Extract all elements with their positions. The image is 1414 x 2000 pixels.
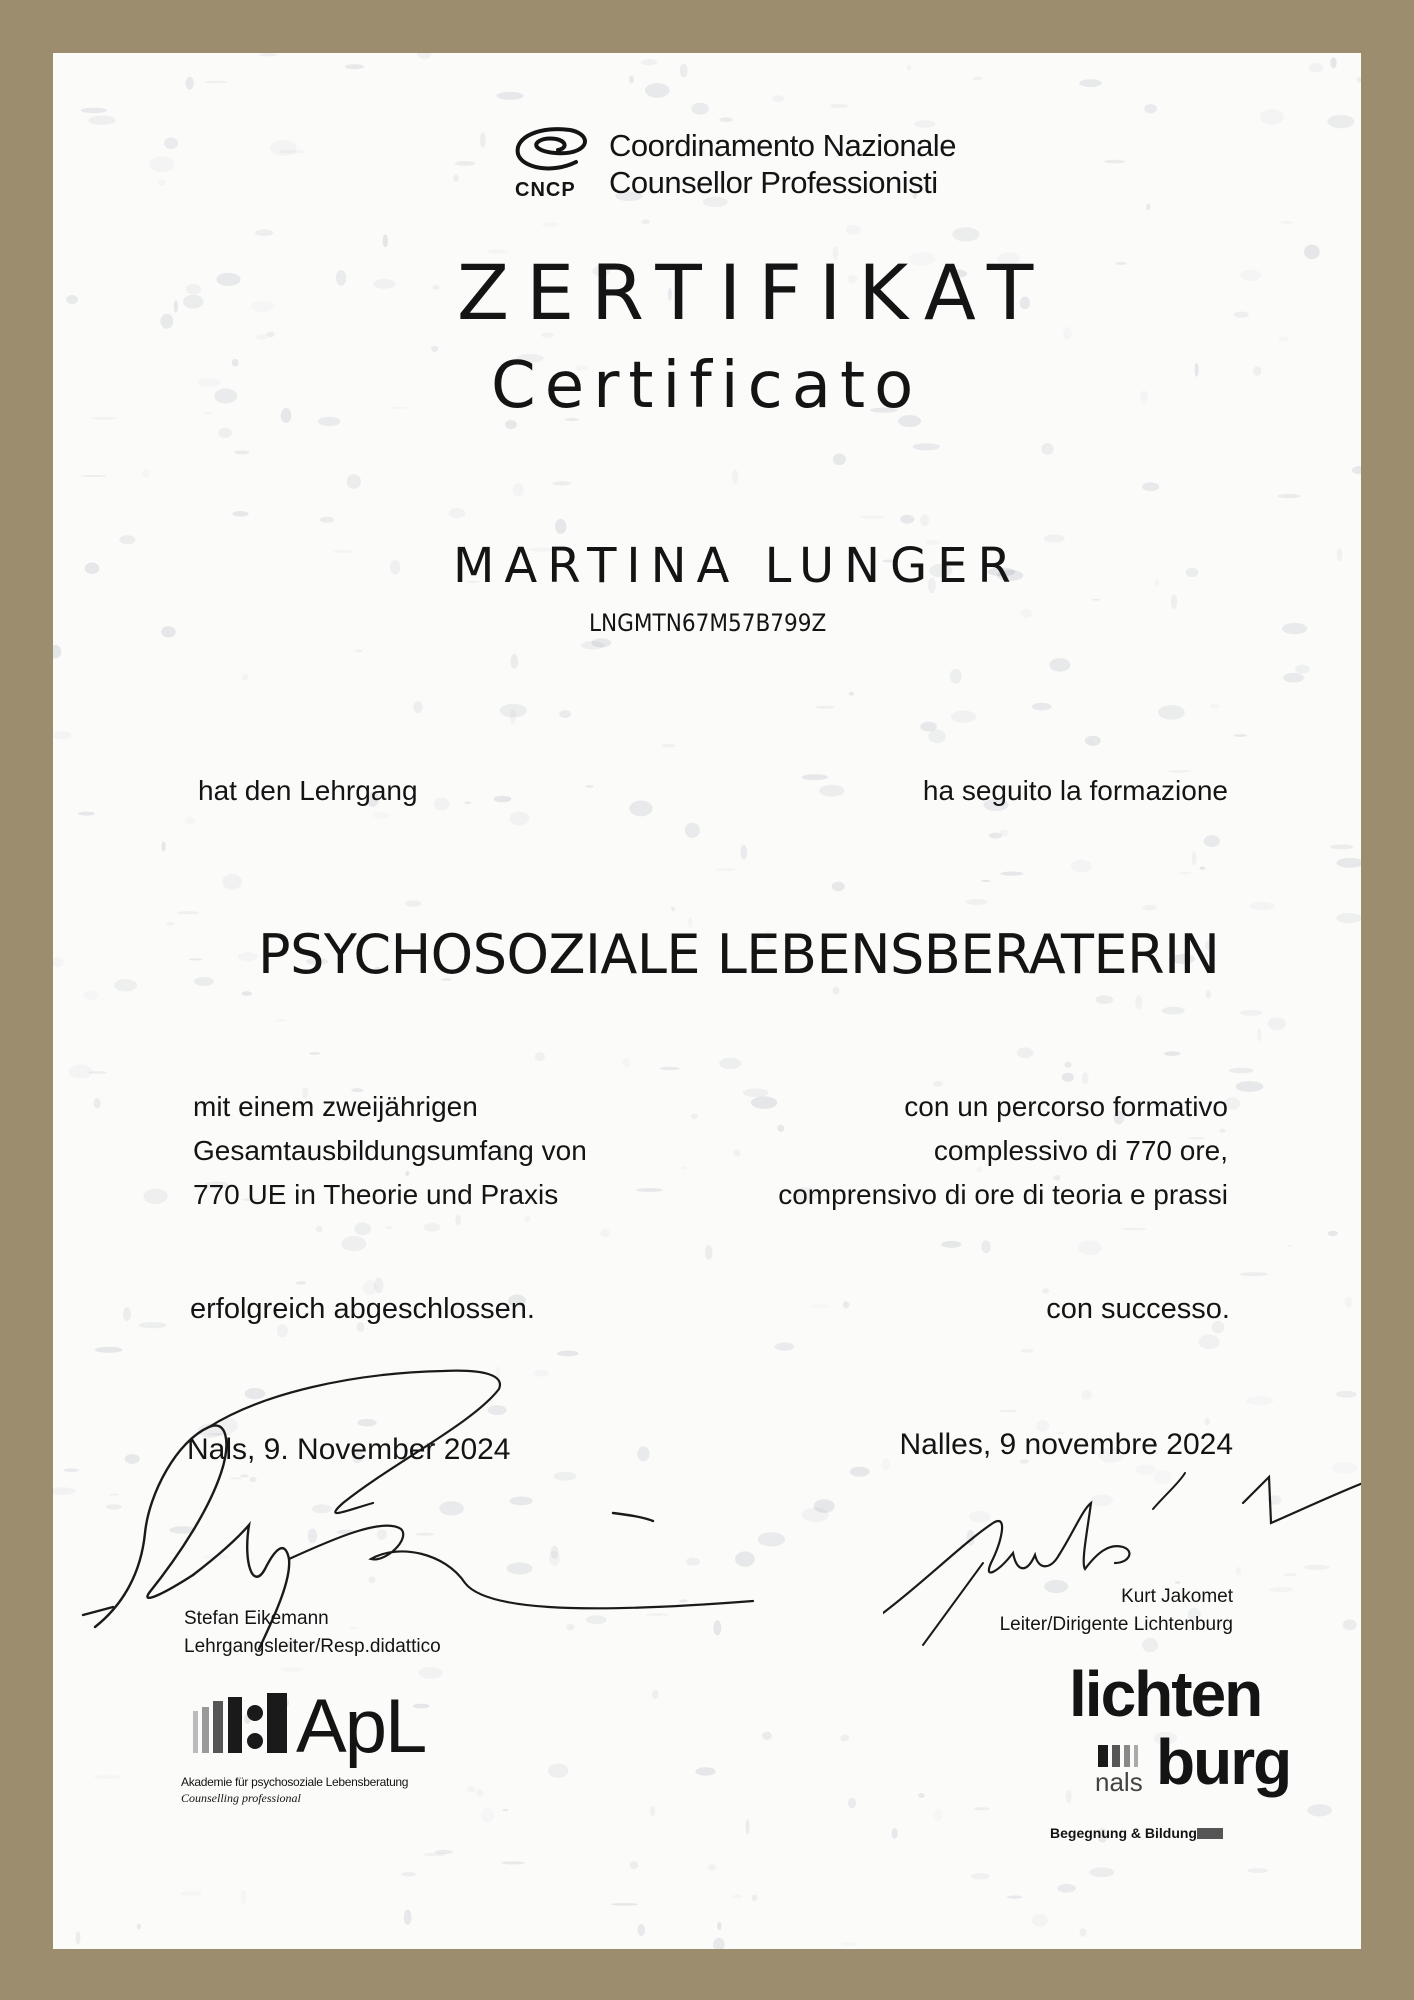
details-german-line: mit einem zweijährigen (193, 1091, 478, 1122)
details-italian-line: complessivo di 770 ore, (933, 1135, 1228, 1166)
details-italian (778, 1085, 1228, 1217)
title-german: ZERTIFIKAT (457, 248, 1051, 337)
apl-subtitle: Akademie für psychosoziale Lebensberatung (181, 1775, 409, 1789)
org-name-line1: Coordinamento Nazionale (609, 128, 956, 163)
course-title: PSYCHOSOZIALE LEBENSBERATERIN (258, 923, 1220, 986)
recipient-tax-code: LNGMTN67M57B799Z (589, 609, 827, 637)
details-italian-line: comprensivo di ore di teoria e prassi (778, 1179, 1228, 1210)
date-italian: Nalles, 9 novembre 2024 (899, 1428, 1233, 1461)
details-german-line: 770 UE in Theorie und Praxis (193, 1179, 559, 1210)
org-name-line2: Counsellor Professionisti (609, 165, 938, 200)
completion-italian: con successo. (1046, 1293, 1230, 1325)
signatory-right (1000, 1583, 1233, 1639)
lichtenburg-tag-badge-icon (1197, 1828, 1223, 1839)
signatory-left-role: Lehrgangsleiter/Resp.didattico (184, 1636, 441, 1657)
details-italian-line: con un percorso formativo (904, 1091, 1228, 1122)
signatory-right-role: Leiter/Dirigente Lichtenburg (999, 1614, 1233, 1635)
cncp-abbreviation: CNCP (515, 179, 576, 201)
lichtenburg-logo-nals: nals (1095, 1767, 1143, 1797)
intro-german: hat den Lehrgang (198, 775, 418, 806)
lichtenburg-logo-top: lichten (1069, 1658, 1262, 1730)
completion-german: erfolgreich abgeschlossen. (190, 1293, 535, 1325)
apl-logo-text: ApL (296, 1684, 426, 1769)
date-german: Nals, 9. November 2024 (187, 1433, 511, 1466)
lichtenburg-tagline: Begegnung & Bildung (1050, 1825, 1197, 1841)
apl-subtitle-2: Counselling professional (181, 1791, 301, 1805)
certificate-paper (53, 53, 1361, 1949)
details-german-line: Gesamtausbildungsumfang von (193, 1135, 587, 1166)
cncp-swirl-logo-icon (512, 124, 592, 178)
signatory-left (184, 1605, 441, 1661)
signatory-left-name: Stefan Eikemann (184, 1608, 329, 1629)
details-german (193, 1085, 587, 1217)
lichtenburg-bars-icon (1098, 1745, 1148, 1767)
recipient-name: MARTINA LUNGER (453, 538, 1021, 594)
signatory-right-name: Kurt Jakomet (1121, 1586, 1233, 1607)
lichtenburg-logo-bottom: burg (1156, 1726, 1291, 1798)
title-italian: Certificato (491, 349, 923, 423)
intro-italian: ha seguito la formazione (922, 775, 1228, 806)
